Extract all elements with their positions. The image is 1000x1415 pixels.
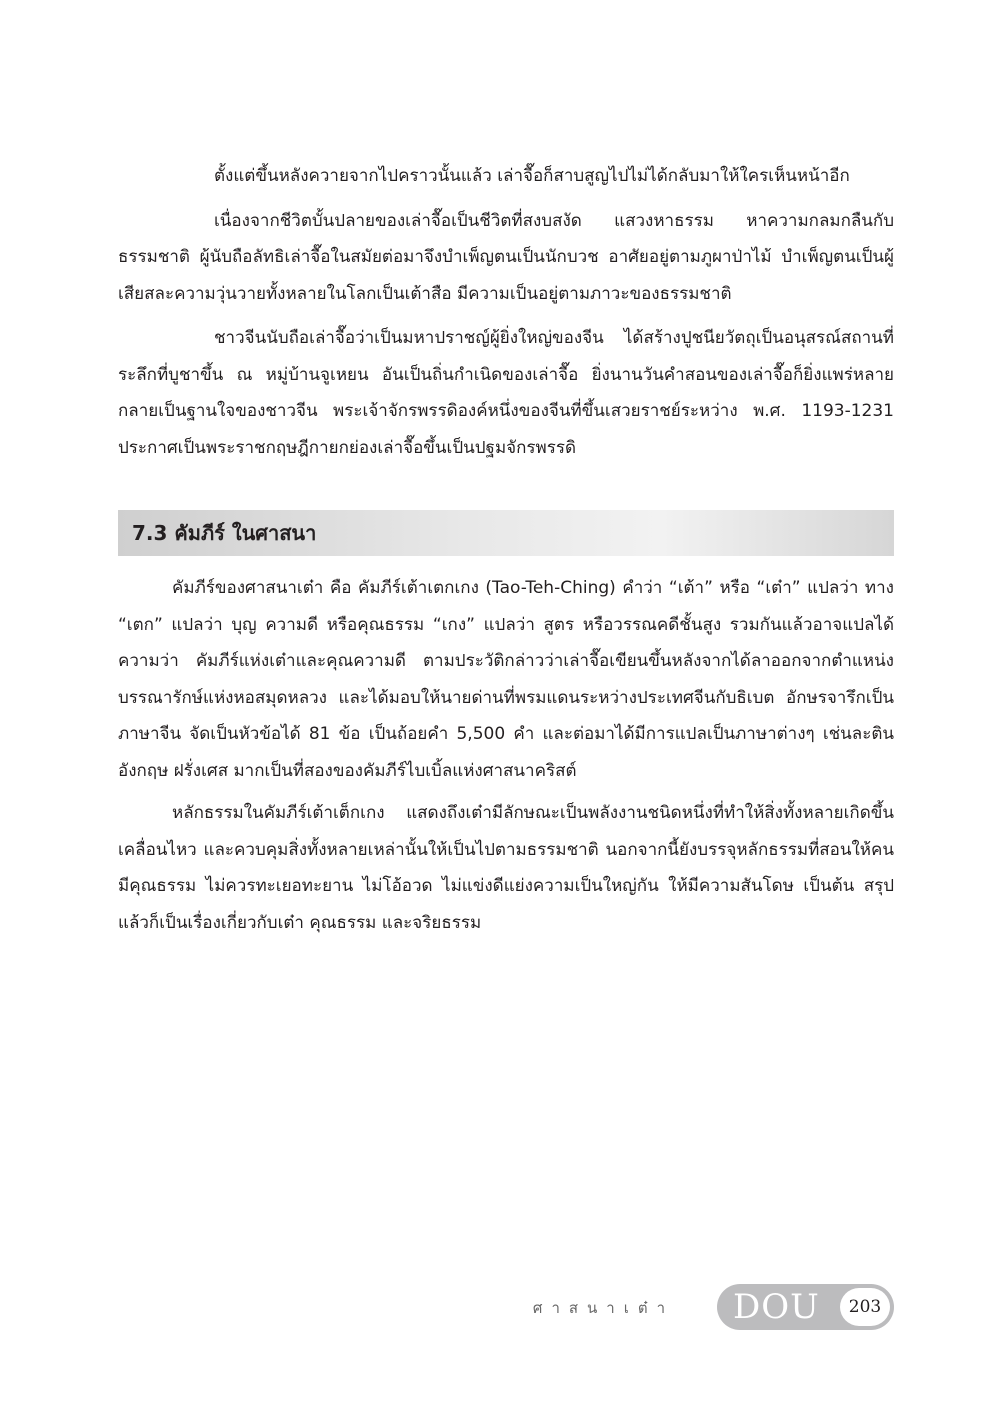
section-heading: 7.3 คัมภีร์ ในศาสนา xyxy=(132,521,317,545)
section-heading-bar xyxy=(118,510,894,556)
paragraph-4: คัมภีร์ของศาสนาเต๋า คือ คัมภีร์เต้าเตกเกง (Tao-Teh-Ching) คำว่า “เต้า” หรือ “เต๋า” แปลว่า ทาง “เตก” แปลว่า บุญ ความดี หรือคุณธรรม “เกง” แปลว่า สูตร หรือวรรณคดีชั้นสูง รวมกันแล้วอาจแปลได้ความว่า คัมภีร์แห่งเต๋าและคุณความดี ตามประวัติกล่าวว่าเล่าจื๊อเขียนขึ้นหลังจากได้ลาออกจากตำแหน่งบรรณารักษ์แห่งหอสมุดหลวง และได้มอบให้นายด่านที่พรมแดนระหว่างประเทศจีนกับธิเบต อักษรจารึกเป็นภาษาจีน จัดเป็นหัวข้อได้ 81 ข้อ เป็นถ้อยคำ 5,500 คำ และต่อมาได้มีการแปลเป็นภาษาต่างๆ เช่นละติน อังกฤษ ฝรั่งเศส มากเป็นที่สองของคัมภีร์ไบเบิ้ลแห่งศาสนาคริสต์ xyxy=(118,578,894,781)
logo-text: DOU xyxy=(733,1287,820,1327)
running-title: ศาสนาเต๋า xyxy=(532,1299,674,1317)
paragraph-1: ตั้งแต่ขึ้นหลังควายจากไปคราวนั้นแล้ว เล่าจื๊อก็สาบสูญไปไม่ได้กลับมาให้ใครเห็นหน้าอีก xyxy=(214,166,850,186)
page-footer xyxy=(0,1284,1000,1334)
page-number: 203 xyxy=(840,1288,890,1326)
paragraph-5: หลักธรรมในคัมภีร์เต้าเต็กเกง แสดงถึงเต๋ามีลักษณะเป็นพลังงานชนิดหนึ่งที่ทำให้สิ่งทั้งหลายเกิดขึ้นเคลื่อนไหว และควบคุมสิ่งทั้งหลายเหล่านั้นให้เป็นไปตามธรรมชาติ นอกจากนี้ยังบรรจุหลักธรรมที่สอนให้คนมีคุณธรรม ไม่ควรทะเยอทะยาน ไม่โอ้อวด ไม่แข่งดีแย่งความเป็นใหญ่กัน ให้มีความสันโดษ เป็นต้น สรุปแล้วก็เป็นเรื่องเกี่ยวกับเต๋า คุณธรรม และจริยธรรม xyxy=(118,803,894,933)
dou-logo xyxy=(717,1284,894,1330)
paragraph-3: ชาวจีนนับถือเล่าจื๊อว่าเป็นมหาปราชญ์ผู้ยิ่งใหญ่ของจีน ได้สร้างปูชนียวัตถุเป็นอนุสรณ์สถานที่ระลึกที่บูชาขึ้น ณ หมู่บ้านจูเหยน อันเป็นถิ่นกำเนิดของเล่าจื๊อ ยิ่งนานวันคำสอนของเล่าจื๊อก็ยิ่งแพร่หลายกลายเป็นฐานใจของชาวจีน พระเจ้าจักรพรรดิองค์หนึ่งของจีนที่ขึ้นเสวยราชย์ระหว่าง พ.ศ. 1193-1231 ประกาศเป็นพระราชกฤษฎีกายกย่องเล่าจื๊อขึ้นเป็นปฐมจักรพรรดิ xyxy=(118,328,894,458)
page-body xyxy=(118,158,894,941)
paragraph-2: เนื่องจากชีวิตบั้นปลายของเล่าจื๊อเป็นชีวิตที่สงบสงัด แสวงหาธรรม หาความกลมกลืนกับธรรมชาติ ผู้นับถือลัทธิเล่าจื๊อในสมัยต่อมาจึงบำเพ็ญตนเป็นนักบวช อาศัยอยู่ตามภูผาป่าไม้ บำเพ็ญตนเป็นผู้เสียสละความวุ่นวายทั้งหลายในโลกเป็นเต้าสือ มีความเป็นอยู่ตามภาวะของธรรมชาติ xyxy=(118,210,894,304)
